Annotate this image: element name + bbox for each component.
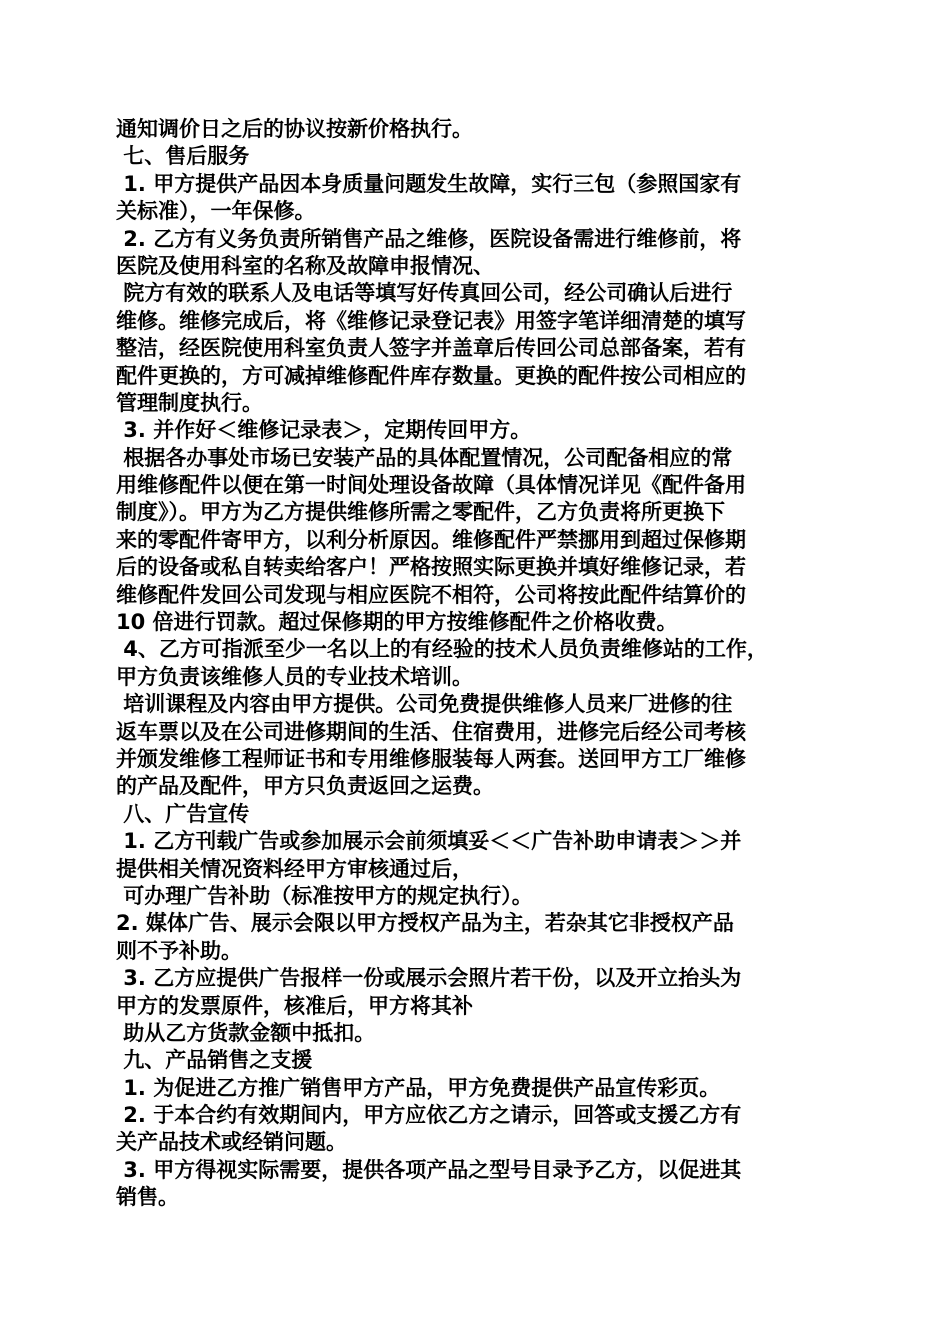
document-body xyxy=(116,116,846,1212)
text-line: 整洁，经医院使用科室负责人签字并盖章后传回公司总部备案，若有 xyxy=(116,336,746,361)
text-line: 维修配件发回公司发现与相应医院不相符，公司将按此配件结算价的 xyxy=(116,582,746,607)
text-line: 4、乙方可指派至少一名以上的有经验的技术人员负责维修站的工作， xyxy=(116,637,768,662)
text-line: 制度》）。甲方为乙方提供维修所需之零配件，乙方负责将所更换下 xyxy=(116,500,725,525)
text-line: 2. 媒体广告、展示会限以甲方授权产品为主，若杂其它非授权产品 xyxy=(116,911,734,936)
text-line: 1. 为促进乙方推广销售甲方产品，甲方免费提供产品宣传彩页。 xyxy=(116,1075,721,1100)
text-line: 医院及使用科室的名称及故障申报情况、 xyxy=(116,253,494,278)
text-line: 的产品及配件，甲方只负责返回之运费。 xyxy=(116,774,494,799)
section-heading-sales-support: 九、产品销售之支援 xyxy=(116,1048,313,1073)
text-line: 销售。 xyxy=(116,1185,179,1210)
text-line: 培训课程及内容由甲方提供。公司免费提供维修人员来厂进修的往 xyxy=(116,692,733,717)
text-line: 维修。维修完成后，将《维修记录登记表》用签字笔详细清楚的填写 xyxy=(116,308,746,333)
text-line: 1. 甲方提供产品因本身质量问题发生故障，实行三包（参照国家有 xyxy=(116,171,742,196)
text-line: 关标准），一年保修。 xyxy=(116,199,316,224)
text-line: 可办理广告补助（标准按甲方的规定执行）。 xyxy=(116,883,533,908)
section-heading-after-sales: 七、售后服务 xyxy=(116,144,250,169)
text-line: 后的设备或私自转卖给客户！严格按照实际更换并填好维修记录，若 xyxy=(116,555,746,580)
text-line: 3. 并作好＜维修记录表＞，定期传回甲方。 xyxy=(116,418,532,443)
text-line: 关产品技术或经销问题。 xyxy=(116,1130,347,1155)
text-line: 2. 于本合约有效期间内，甲方应依乙方之请示，回答或支援乙方有 xyxy=(116,1103,742,1128)
text-line: 配件更换的，方可减掉维修配件库存数量。更换的配件按公司相应的 xyxy=(116,363,746,388)
text-line: 管理制度执行。 xyxy=(116,390,263,415)
text-line: 提供相关情况资料经甲方审核通过后， xyxy=(116,856,473,881)
text-line: 甲方负责该维修人员的专业技术培训。 xyxy=(116,664,473,689)
text-line: 3. 甲方得视实际需要，提供各项产品之型号目录予乙方，以促进其 xyxy=(116,1157,742,1182)
text-line: 2. 乙方有义务负责所销售产品之维修，医院设备需进行维修前，将 xyxy=(116,226,742,251)
text-line: 3. 乙方应提供广告报样一份或展示会照片若干份，以及开立抬头为 xyxy=(116,966,742,991)
section-heading-advertising: 八、广告宣传 xyxy=(116,801,250,826)
text-line: 甲方的发票原件，核准后，甲方将其补 xyxy=(116,993,473,1018)
text-line: 返车票以及在公司进修期间的生活、住宿费用，进修完后经公司考核 xyxy=(116,719,746,744)
text-line: 则不予补助。 xyxy=(116,938,242,963)
text-line: 来的零配件寄甲方，以利分析原因。维修配件严禁挪用到超过保修期 xyxy=(116,527,746,552)
text-line: 通知调价日之后的协议按新价格执行。 xyxy=(116,117,473,141)
text-line: 用维修配件以便在第一时间处理设备故障（具体情况详见《配件备用 xyxy=(116,473,746,498)
text-line: 并颁发维修工程师证书和专用维修服装每人两套。送回甲方工厂维修 xyxy=(116,746,746,771)
text-line: 助从乙方货款金额中抵扣。 xyxy=(116,1020,376,1045)
text-line: 1. 乙方刊载广告或参加展示会前须填妥＜＜广告补助申请表＞＞并 xyxy=(116,829,742,854)
text-line: 10 倍进行罚款。超过保修期的甲方按维修配件之价格收费。 xyxy=(116,610,678,635)
text-line: 院方有效的联系人及电话等填写好传真回公司，经公司确认后进行 xyxy=(116,281,733,306)
text-line: 根据各办事处市场已安装产品的具体配置情况，公司配备相应的常 xyxy=(116,445,733,470)
